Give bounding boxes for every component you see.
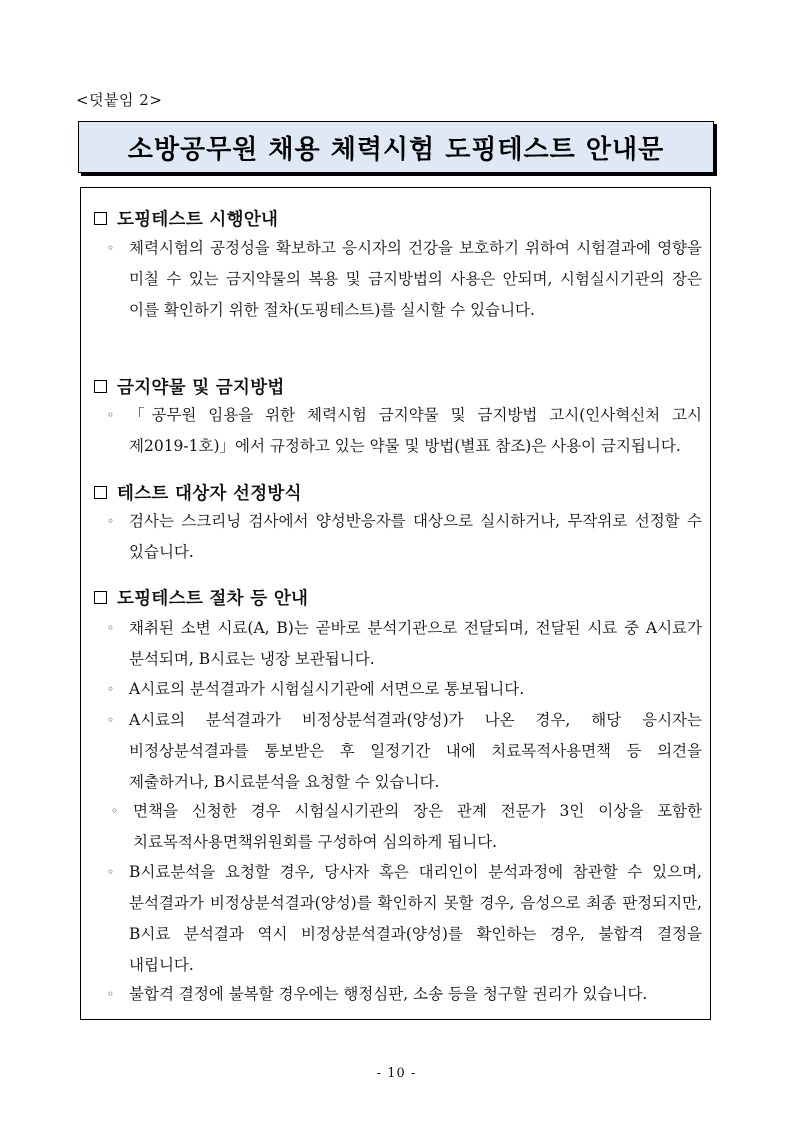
list-item <box>107 979 702 1010</box>
page-title: 소방공무원 채용 체력시험 도핑테스트 안내문 <box>127 134 665 165</box>
section-heading-3 <box>94 480 302 505</box>
page-number: - 10 - <box>376 1066 417 1081</box>
section-heading-1 <box>94 206 278 231</box>
bullet-icon: ◦ <box>107 514 115 528</box>
bullet-icon: ◦ <box>107 682 115 696</box>
list-item-text: 검사는 스크리닝 검사에서 양성반응자를 대상으로 실시하거나, 무작위로 선정할 수 있습니다. <box>129 512 702 561</box>
checkbox-square-icon <box>94 380 107 393</box>
section-heading-2 <box>94 374 285 399</box>
bullet-icon: ◦ <box>107 408 115 422</box>
list-item-text: A시료의 분석결과가 시험실시기관에 서면으로 통보됩니다. <box>129 680 525 698</box>
list-item <box>111 796 702 858</box>
attachment-label: <덧붙임 2> <box>76 91 163 109</box>
list-item-text: 불합격 결정에 불복할 경우에는 행정심판, 소송 등을 청구할 권리가 있습니다. <box>129 985 648 1003</box>
list-item-text: A시료의 분석결과가 비정상분석결과(양성)가 나온 경우, 해당 응시자는 비정상분석결과를 통보받은 후 일정기간 내에 치료목적사용면책 등 의견을 제출하거나, B시료분석을 요청할 수 있습니다. <box>129 711 702 791</box>
list-item <box>107 400 702 462</box>
bullet-icon: ◦ <box>107 241 115 255</box>
list-item-text: 면책을 신청한 경우 시험실시기관의 장은 관계 전문가 3인 이상을 포함한 치료목적사용면책위원회를 구성하여 심의하게 됩니다. <box>133 802 702 851</box>
checkbox-square-icon <box>94 212 107 225</box>
list-item <box>107 506 702 568</box>
section-heading-text: 도핑테스트 절차 등 안내 <box>117 589 309 609</box>
list-item <box>107 857 702 981</box>
title-box <box>78 121 714 173</box>
list-item-text: 체력시험의 공정성을 확보하고 응시자의 건강을 보호하기 위하여 시험결과에 영향을 미칠 수 있는 금지약물의 복용 및 금지방법의 사용은 안되며, 시험실시기관의 장은 이를 확인하기 위한 절차(도핑테스트)를 실시할 수 있습니다. <box>129 239 702 319</box>
content-box <box>80 187 711 1020</box>
bullet-icon: ◦ <box>107 713 115 727</box>
section-heading-text: 도핑테스트 시행안내 <box>117 210 279 230</box>
bullet-icon: ◦ <box>111 804 119 818</box>
bullet-icon: ◦ <box>107 621 115 635</box>
list-item <box>107 233 702 326</box>
list-item <box>107 705 702 798</box>
section-heading-text: 금지약물 및 금지방법 <box>117 378 285 398</box>
checkbox-square-icon <box>94 486 107 499</box>
section-heading-4 <box>94 585 308 610</box>
section-heading-text: 테스트 대상자 선정방식 <box>117 484 302 504</box>
list-item-text: B시료분석을 요청할 경우, 당사자 혹은 대리인이 분석과정에 참관할 수 있으며, 분석결과가 비정상분석결과(양성)를 확인하지 못할 경우, 음성으로 최종 판정되지만, B시료 분석결과 역시 비정상분석결과(양성)를 확인하는 경우, 불합격 결정을 내립니다. <box>129 863 702 974</box>
list-item <box>107 613 702 675</box>
list-item-text: 채취된 소변 시료(A, B)는 곧바로 분석기관으로 전달되며, 전달된 시료 중 A시료가 분석되며, B시료는 냉장 보관됩니다. <box>129 619 702 668</box>
list-item <box>107 674 702 705</box>
list-item-text: 「공무원 임용을 위한 체력시험 금지약물 및 금지방법 고시(인사혁신처 고시 제2019-1호)」에서 규정하고 있는 약물 및 방법(별표 참조)은 사용이 금지됩니다. <box>129 406 702 455</box>
checkbox-square-icon <box>94 591 107 604</box>
bullet-icon: ◦ <box>107 987 115 1001</box>
bullet-icon: ◦ <box>107 865 115 879</box>
